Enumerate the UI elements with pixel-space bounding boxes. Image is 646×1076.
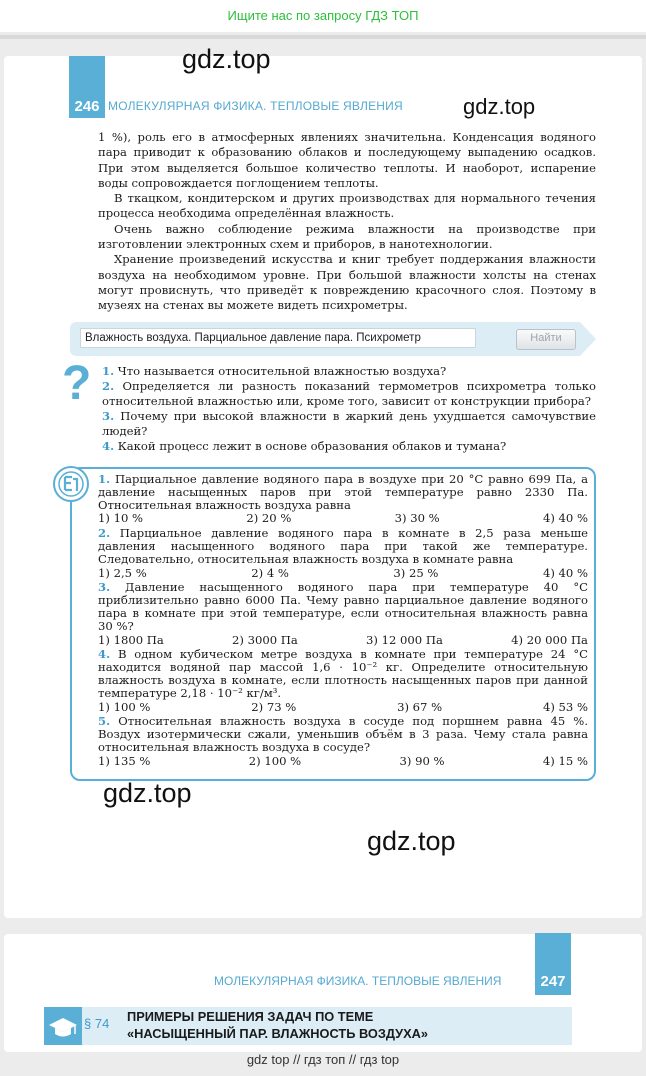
graduation-cap-glyph: [44, 1007, 82, 1045]
watermark: gdz.top: [103, 778, 192, 808]
answer-option: 2) 20 %: [246, 511, 292, 526]
answer-option: 3) 12 000 Па: [366, 632, 443, 647]
search-bar: [70, 322, 596, 356]
answer-option: 1) 100 %: [98, 699, 151, 714]
answer-option: 1) 10 %: [98, 511, 144, 526]
answer-option: 4) 40 %: [542, 511, 588, 526]
task-text: В одном кубическом метре воздуха в комнате при температуре 24 °С находится водяной пар массой 1,6 · 10⁻² кг. Определите относительную влажность воздуха в комнате, если плотность насыщенных паров при данной температуре 2,18 · 10⁻² кг/м³.: [98, 647, 589, 700]
body-text: [98, 130, 596, 314]
answer-option: 3) 30 %: [394, 511, 440, 526]
question-number: 1.: [102, 364, 115, 378]
task-number: 4.: [98, 647, 111, 662]
question-text: Почему при высокой влажности в жаркий день ухудшается самочувствие людей?: [102, 409, 597, 438]
search-bar-arrow: [580, 322, 596, 356]
task-text: Относительная влажность воздуха в сосуде под поршнем равна 45 %. Воздух изотермически сжали, уменьшив объём в 3 раза. Чему стала равна относительная влажность воздуха в сосуде?: [98, 714, 589, 754]
page-number: 246: [69, 56, 105, 118]
tasks-icon: [53, 466, 89, 502]
answer-option: 2) 100 %: [248, 753, 302, 768]
questions-list: [102, 364, 596, 454]
section-number: § 74: [84, 1016, 110, 1031]
top-banner[interactable]: Ищите нас по запросу ГДЗ ТОП: [0, 0, 646, 32]
watermark: gdz.top: [463, 94, 536, 119]
answer-option: 2) 73 %: [251, 699, 297, 714]
paragraph: Хранение произведений искусства и книг требует поддержания влажности воздуха на необходимом уровне. При большой влажности холсты на стенах могут провиснуть, что приведёт к повреждению красочного слоя. Поэтому в музеях на стенах вы можете видеть психрометры.: [98, 252, 596, 313]
task-text: Парциальное давление водяного пара в воздухе при 20 °С равно 699 Па, а давление насыщенных паров при этой температуре равно 2330 Па. Относительная влажность воздуха равна: [98, 472, 588, 512]
task-text: Давление насыщенного водяного пара при температуре 40 °С приблизительно равно 6000 Па. Чему равно парциальное давление водяного пара в комнате при этой температуре, если относительная влажность равна 30 %?: [98, 580, 589, 633]
list-item: [102, 409, 596, 438]
section-title-line: «НАСЫЩЕННЫЙ ПАР. ВЛАЖНОСТЬ ВОЗДУХА»: [127, 1026, 428, 1041]
tasks-icon-glyph: [55, 468, 87, 500]
answer-option: 2) 3000 Па: [232, 632, 298, 647]
question-text: Определяется ли разность показаний термометров психрометра только относительной влажностью или, кроме того, зависит от конструкции прибора?: [102, 379, 596, 408]
answer-option: 2) 4 %: [251, 565, 289, 580]
task-item: [98, 715, 588, 767]
running-head: МОЛЕКУЛЯРНАЯ ФИЗИКА. ТЕПЛОВЫЕ ЯВЛЕНИЯ: [214, 974, 502, 988]
section-title: [127, 1008, 428, 1042]
question-text: Какой процесс лежит в основе образования облаков и тумана?: [117, 439, 507, 454]
watermark: gdz.top: [182, 44, 271, 74]
task-number: 2.: [98, 526, 111, 541]
section-title-line: ПРИМЕРЫ РЕШЕНИЯ ЗАДАЧ ПО ТЕМЕ: [127, 1009, 374, 1024]
answer-option: 1) 135 %: [98, 753, 151, 768]
task-item: [98, 527, 588, 579]
search-input[interactable]: Влажность воздуха. Парциальное давление пара. Психрометр: [80, 328, 476, 348]
question-number: 3.: [102, 409, 115, 424]
answer-option: 3) 67 %: [397, 699, 443, 714]
answer-option: 1) 1800 Па: [98, 632, 164, 647]
list-item: [102, 379, 596, 408]
tasks-list: [98, 473, 588, 770]
task-number: 3.: [98, 580, 111, 595]
question-number: 4.: [102, 439, 115, 454]
watermark: gdz.top: [367, 826, 456, 856]
answer-option: 4) 15 %: [542, 753, 588, 768]
answer-option: 4) 40 %: [542, 565, 588, 580]
task-item: [98, 581, 588, 646]
task-item: [98, 473, 588, 525]
task-number: 1.: [98, 472, 111, 486]
search-button[interactable]: Найти: [516, 329, 576, 350]
question-text: Что называется относительной влажностью воздуха?: [117, 364, 447, 378]
paragraph: В ткацком, кондитерском и других производствах для нормального течения процесса необходима определённая влажность.: [98, 191, 596, 221]
footer-links[interactable]: gdz top // гдз топ // гдз top: [246, 1052, 400, 1067]
page-number: 247: [535, 933, 571, 995]
divider: [0, 35, 646, 39]
task-number: 5.: [98, 714, 111, 729]
answer-option: 3) 25 %: [393, 565, 439, 580]
running-head: МОЛЕКУЛЯРНАЯ ФИЗИКА. ТЕПЛОВЫЕ ЯВЛЕНИЯ: [108, 99, 403, 113]
list-item: [102, 439, 596, 453]
answer-option: 1) 2,5 %: [98, 565, 147, 580]
list-item: [102, 364, 596, 378]
answer-option: 4) 20 000 Па: [511, 632, 588, 647]
answer-option: 3) 90 %: [399, 753, 445, 768]
question-mark-icon: ?: [62, 357, 92, 410]
answer-option: 4) 53 %: [542, 699, 588, 714]
paragraph: 1 %), роль его в атмосферных явлениях значительна. Конденсация водяного пара приводит к образованию облаков и последующему выпадению осадков. При этом выделяется большое количество теплоты. И наоборот, испарение воды сопровождается поглощением теплоты.: [98, 130, 596, 190]
question-number: 2.: [102, 379, 115, 394]
paragraph: Очень важно соблюдение режима влажности на производстве при изготовлении электронных схем и приборов, в нанотехнологии.: [98, 221, 596, 252]
task-item: [98, 648, 588, 713]
graduation-cap-icon: [44, 1007, 82, 1045]
task-text: Парциальное давление водяного пара в комнате в 2,5 раза меньше давления насыщенного водяного пара при такой же температуре. Следовательно, относительная влажность воздуха в комнате равна: [98, 526, 589, 566]
